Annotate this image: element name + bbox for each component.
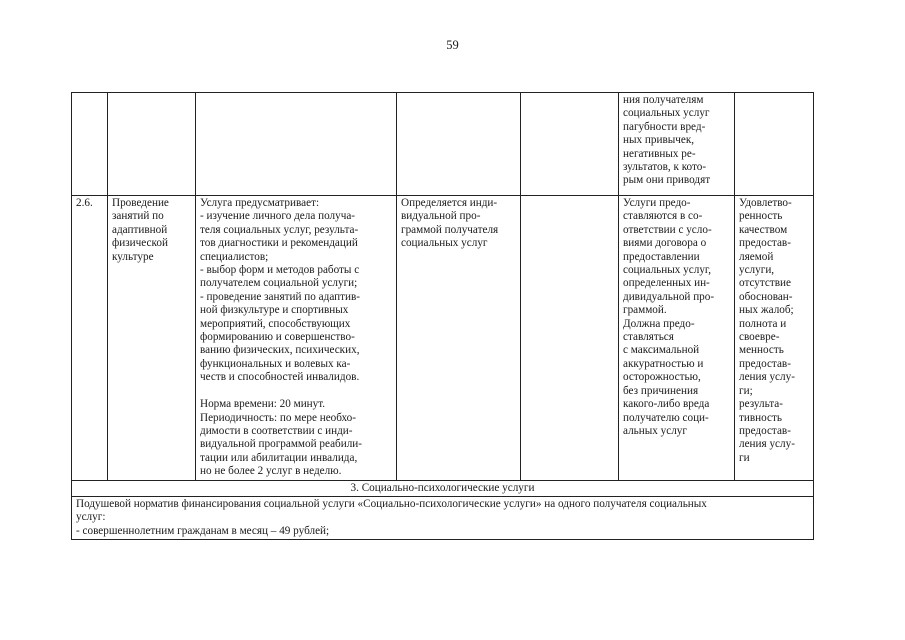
service-description: Услуга предусматривает: - изучение личного дела получа- теля социальных услуг, результа- тов диагностики и рекомендаций специалистов; - выбор форм и методов работы с получателем социальной услуги; - проведение занятий по адаптив- ной физкультуре и спортивных мероприятий, способствующих формированию и совершенство- ванию физических, психических, функциональных и волевых ка- честв и способностей инвалидов. Норма времени: 20 минут. Периодичность: по мере необхо- димости в соответствии с инди- видуальной программой реабили- тации или абилитации инвалида, но не более 2 услуг в неделю. (196, 196, 397, 481)
section-heading-row (72, 480, 814, 496)
service-indicators: Удовлетво- ренность качеством предостав- ляемой услуги, отсутствие обоснован- ных жалоб; полнота и своевре- менность предостав- ления услу- ги; результа- тивность предостав- ления услу- ги (735, 196, 814, 481)
continuation-row (72, 93, 814, 196)
cont-cell-description (196, 93, 397, 196)
cont-cell-name (108, 93, 196, 196)
service-name: Проведение занятий по адаптивной физической культуре (108, 196, 196, 481)
cont-line: зультатов, к кото- (623, 161, 707, 174)
cont-line: негативных ре- (623, 147, 696, 160)
page-number: 59 (446, 38, 459, 52)
cont-line: социальных услуг (623, 107, 710, 120)
cont-line: ния получателям (623, 94, 704, 106)
funding-note-row (72, 496, 814, 539)
cont-line: ных привычек, (623, 134, 695, 147)
cont-cell-volume (397, 93, 521, 196)
cont-cell-number (72, 93, 108, 196)
service-empty-cell (521, 196, 619, 481)
cont-cell-indicators (735, 93, 814, 196)
cont-cell-empty (521, 93, 619, 196)
funding-note: Подушевой норматив финансирования социальной услуги «Социально-психологические услуги» на одного получателя социальных услуг: - совершеннолетним гражданам в месяц – 49 рублей; (72, 496, 814, 539)
cont-line: пагубности вред- (623, 120, 706, 133)
cont-line: рым они приводят (623, 174, 711, 187)
service-number: 2.6. (72, 196, 108, 481)
services-standard-table (71, 92, 814, 540)
service-row-2-6 (72, 196, 814, 481)
section-heading: 3. Социально-психологические услуги (72, 480, 814, 496)
cont-cell-conditions (619, 93, 735, 196)
service-conditions: Услуги предо- ставляются в со- ответствии с усло- виями договора о предоставлении социальных услуг, определенных ин- дивидуальной про- граммой. Должна предо- ставляться с максимальной аккуратностью и осторожностью, без причинения какого-либо вреда получателю соци- альных услуг (619, 196, 735, 481)
service-volume: Определяется инди- видуальной про- граммой получателя социальных услуг (397, 196, 521, 481)
